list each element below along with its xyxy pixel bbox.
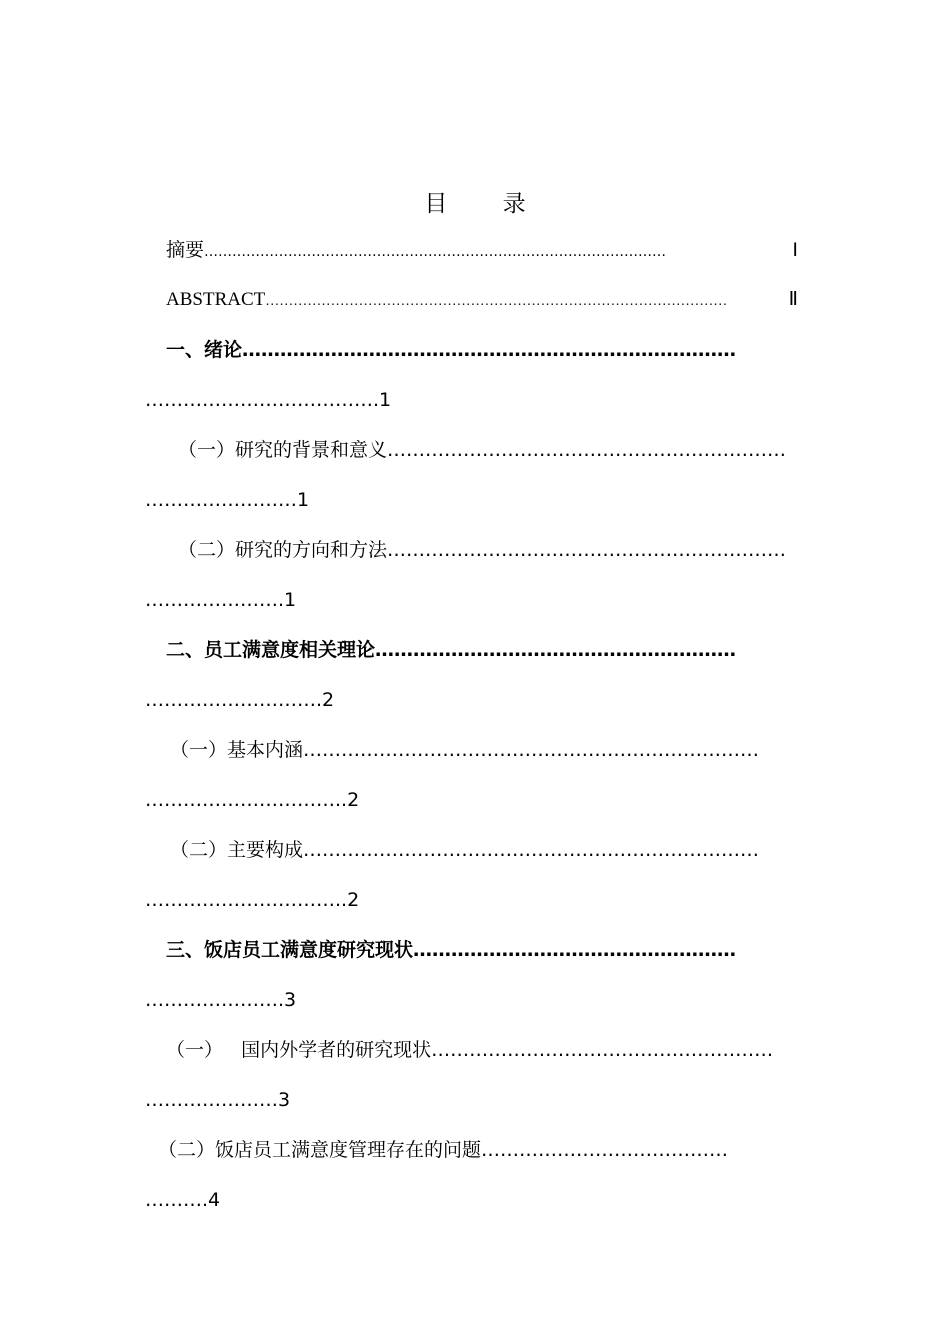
toc-entry-continuation: …………………………..2 bbox=[145, 789, 360, 811]
toc-entry-text: （一）研究的背景和意义 bbox=[178, 439, 388, 461]
toc-entry-text: （一）基本内涵 bbox=[170, 739, 304, 761]
toc-leader: ………………………………… bbox=[481, 1139, 729, 1161]
toc-entry-section-2-1[interactable] bbox=[170, 735, 806, 765]
toc-entry-text: ABSTRACT bbox=[166, 289, 266, 310]
toc-leader: ……………………………………………………… bbox=[387, 539, 787, 561]
toc-leader: ……………………………………………… bbox=[431, 1039, 774, 1061]
toc-entry-abstract-cn[interactable] bbox=[166, 235, 798, 265]
toc-entry-section-3-1[interactable] bbox=[166, 1035, 806, 1065]
toc-entry-text: （二）主要构成 bbox=[170, 839, 304, 861]
toc-leader: ……………………………………………………… bbox=[387, 439, 787, 461]
toc-leader: …………………………………………………………………… bbox=[242, 339, 737, 361]
toc-entry-text: 三、饭店员工满意度研究现状 bbox=[166, 939, 414, 961]
toc-entry-continuation: …………………………..2 bbox=[145, 889, 360, 911]
toc-leader: ………………………………………………… bbox=[375, 639, 737, 661]
toc-entry-chapter-2[interactable] bbox=[166, 635, 806, 665]
toc-entry-section-1-2[interactable] bbox=[178, 535, 806, 565]
toc-entry-text: （二）研究的方向和方法 bbox=[178, 539, 388, 561]
toc-entry-section-1-1[interactable] bbox=[178, 435, 806, 465]
toc-entry-continuation: ……………………….2 bbox=[145, 689, 335, 711]
toc-entry-text: （二）饭店员工满意度管理存在的问题 bbox=[158, 1139, 482, 1161]
toc-entry-text: 二、员工满意度相关理论 bbox=[166, 639, 376, 661]
toc-entry-continuation: ……….4 bbox=[145, 1189, 221, 1211]
toc-leader: ……………………………………………………………… bbox=[303, 739, 760, 761]
toc-entry-chapter-1[interactable] bbox=[166, 335, 806, 365]
toc-leader: ……………………………………………………………… bbox=[303, 839, 760, 861]
toc-entry-abstract-en[interactable] bbox=[166, 285, 798, 315]
toc-leader: ……………………………………………………………………………………… bbox=[265, 294, 728, 309]
toc-title: 目 录 bbox=[424, 191, 550, 217]
toc-entry-continuation: ………………….3 bbox=[145, 989, 297, 1011]
toc-entry-continuation: ……………………………….1 bbox=[145, 389, 392, 411]
toc-leader: …………………………………………… bbox=[413, 939, 737, 961]
toc-leader: ……………………………………………………………………………………… bbox=[204, 244, 667, 260]
toc-entry-continuation: ……………………1 bbox=[145, 489, 310, 511]
toc-entry-section-2-2[interactable] bbox=[170, 835, 806, 865]
toc-entry-continuation: ………………….1 bbox=[145, 589, 297, 611]
toc-entry-text: 摘要 bbox=[166, 239, 205, 261]
toc-page-number: Ⅱ bbox=[788, 289, 798, 310]
toc-entry-chapter-3[interactable] bbox=[166, 935, 806, 965]
toc-page-number: Ⅰ bbox=[792, 239, 798, 261]
toc-entry-text: 一、绪论 bbox=[166, 339, 243, 361]
toc-entry-continuation: …………………3 bbox=[145, 1089, 291, 1111]
toc-entry-text: （一） 国内外学者的研究现状 bbox=[166, 1039, 432, 1061]
toc-entry-section-3-2[interactable] bbox=[158, 1135, 806, 1165]
